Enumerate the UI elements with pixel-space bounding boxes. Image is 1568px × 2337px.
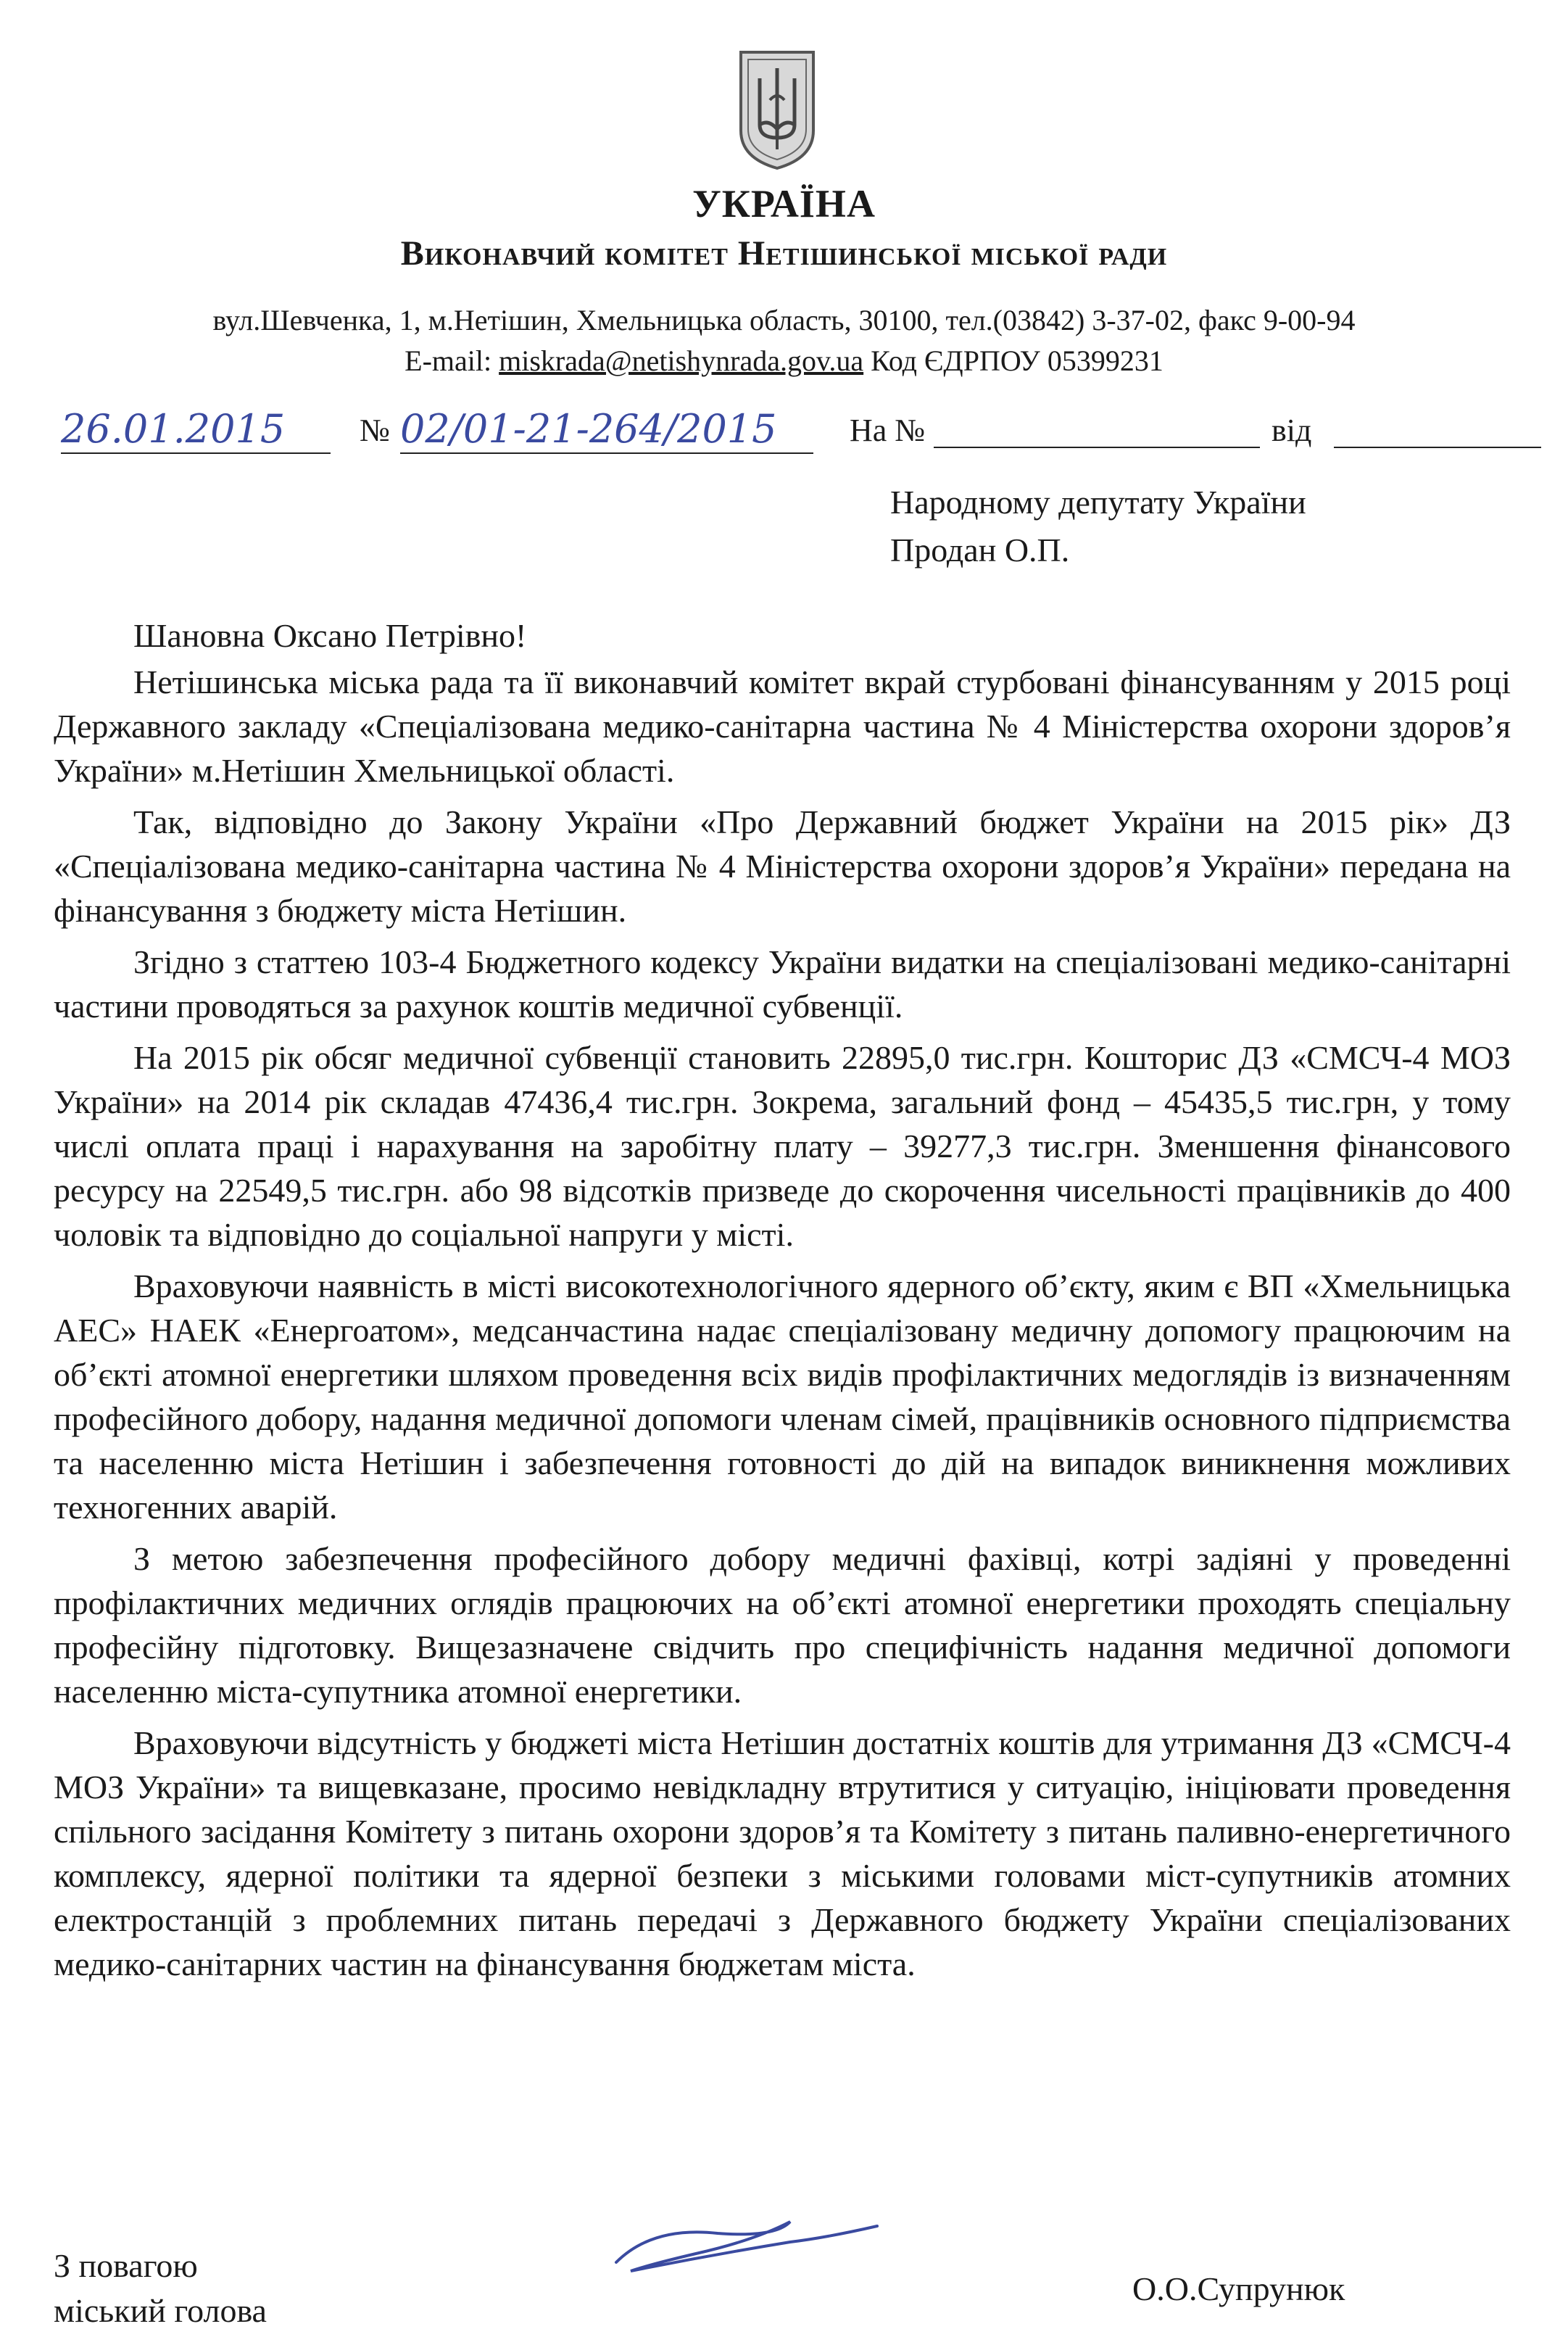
reference-line [46, 406, 1511, 464]
email-label: E-mail: [405, 344, 499, 377]
reply-to-blank [934, 447, 1260, 448]
header-council: Виконавчий комітет Нетішинської міської ради [400, 234, 1168, 273]
body-paragraph: Нетішинська міська рада та її виконавчий комітет вкрай стурбовані фінансуванням у 2015 році Державного закладу «Спеціалізована медико-санітарна частина № 4 Міністерства охорони здоров’я України» м.Нетішин Хмельницької області. [54, 663, 1511, 789]
outgoing-number: 02/01-21-264/2015 [400, 406, 813, 454]
body-paragraph: З метою забезпечення професійного добору медичні фахівці, котрі задіяні у проведенні профілактичних медичних оглядів працюючих на об’єкті атомної енергетики проходять спеціальну професійну підготовку. Вищезазначене свідчить про специфічність надання медичної допомоги населенню міста-супутника атомної енергетики. [54, 1540, 1511, 1710]
letter-body [54, 660, 1511, 1993]
body-paragraph: Враховуючи наявність в місті високотехнологічного ядерного об’єкту, яким є ВП «Хмельницька АЕС» НАЕК «Енергоатом», медсанчастина надає спеціалізовану медичну допомогу працюючим на об’єкті атомної енергетики шляхом проведення всіх видів профілактичних медоглядів із визначенням професійного добору, надання медичної допомоги членам сімей, працівників основного підприємства та населенню міста Нетішин і забезпечення готовності до дій на випадок виникнення можливих техногенних аварій. [54, 1267, 1511, 1526]
header-email-line [0, 344, 1568, 378]
reply-date-blank [1334, 447, 1541, 448]
closing-block [54, 2243, 267, 2333]
outgoing-date: 26.01.2015 [61, 406, 331, 454]
salutation: Шановна Оксано Петрівно! [133, 617, 527, 654]
addressee-name: Продан О.П. [890, 531, 1070, 568]
number-label: № [360, 413, 390, 448]
header-country: УКРАЇНА [692, 182, 876, 226]
handwritten-signature [609, 2212, 884, 2277]
body-paragraph: Згідно з статтею 103-4 Бюджетного кодексу України видатки на спеціалізовані медико-санітарні частини проводяться за рахунок коштів медичної субвенції. [54, 943, 1511, 1025]
reply-to-label: На № [850, 413, 926, 448]
body-paragraph: На 2015 рік обсяг медичної субвенції становить 22895,0 тис.грн. Кошторис ДЗ «СМСЧ-4 МОЗ України» на 2014 рік складав 47436,4 тис.грн. Зокрема, загальний фонд – 45435,5 тис.грн, у тому числі оплата праці і нарахування на заробітну плату – 39277,3 тис.грн. Зменшення фінансового ресурсу на 22549,5 тис.грн. або 98 відсотків призведе до скорочення чисельності працівників до 400 чоловік та відповідно до соціальної напруги у місті. [54, 1039, 1511, 1253]
body-paragraph: Так, відповідно до Закону України «Про Державний бюджет України на 2015 рік» ДЗ «Спеціалізована медико-санітарна частина № 4 Міністерства охорони здоров’я України» передана на фінансування з бюджету міста Нетішин. [54, 803, 1511, 929]
body-paragraph: Враховуючи відсутність у бюджеті міста Нетішин достатніх коштів для утримання ДЗ «СМСЧ-4 МОЗ України» та вищевказане, просимо невідкладну втрутитися у ситуацію, ініціювати проведення спільного засідання Комітету з питань охорони здоров’я та Комітету з питань паливно-енергетичного комплексу, ядерної політики та ядерної безпеки з міськими головами міст-супутників атомних електростанцій з проблемних питань передачі з Державного бюджету України спеціалізованих медико-санітарних частин на фінансування бюджетам міста. [54, 1724, 1511, 1982]
signer-name: О.О.Супрунюк [1132, 2270, 1345, 2307]
header-address: вул.Шевченка, 1, м.Нетішин, Хмельницька область, 30100, тел.(03842) 3-37-02, факс 9-00-94 [212, 304, 1356, 336]
coat-of-arms-icon [738, 49, 816, 171]
edrpou-code: Код ЄДРПОУ 05399231 [863, 344, 1163, 377]
closing-regards: З повагою [54, 2247, 198, 2284]
closing-position: міський голова [54, 2292, 267, 2329]
addressee [890, 479, 1306, 574]
reply-date-label: від [1272, 413, 1312, 448]
email-link[interactable]: miskrada@netishynrada.gov.ua [499, 344, 864, 377]
addressee-title: Народному депутату України [890, 484, 1306, 521]
